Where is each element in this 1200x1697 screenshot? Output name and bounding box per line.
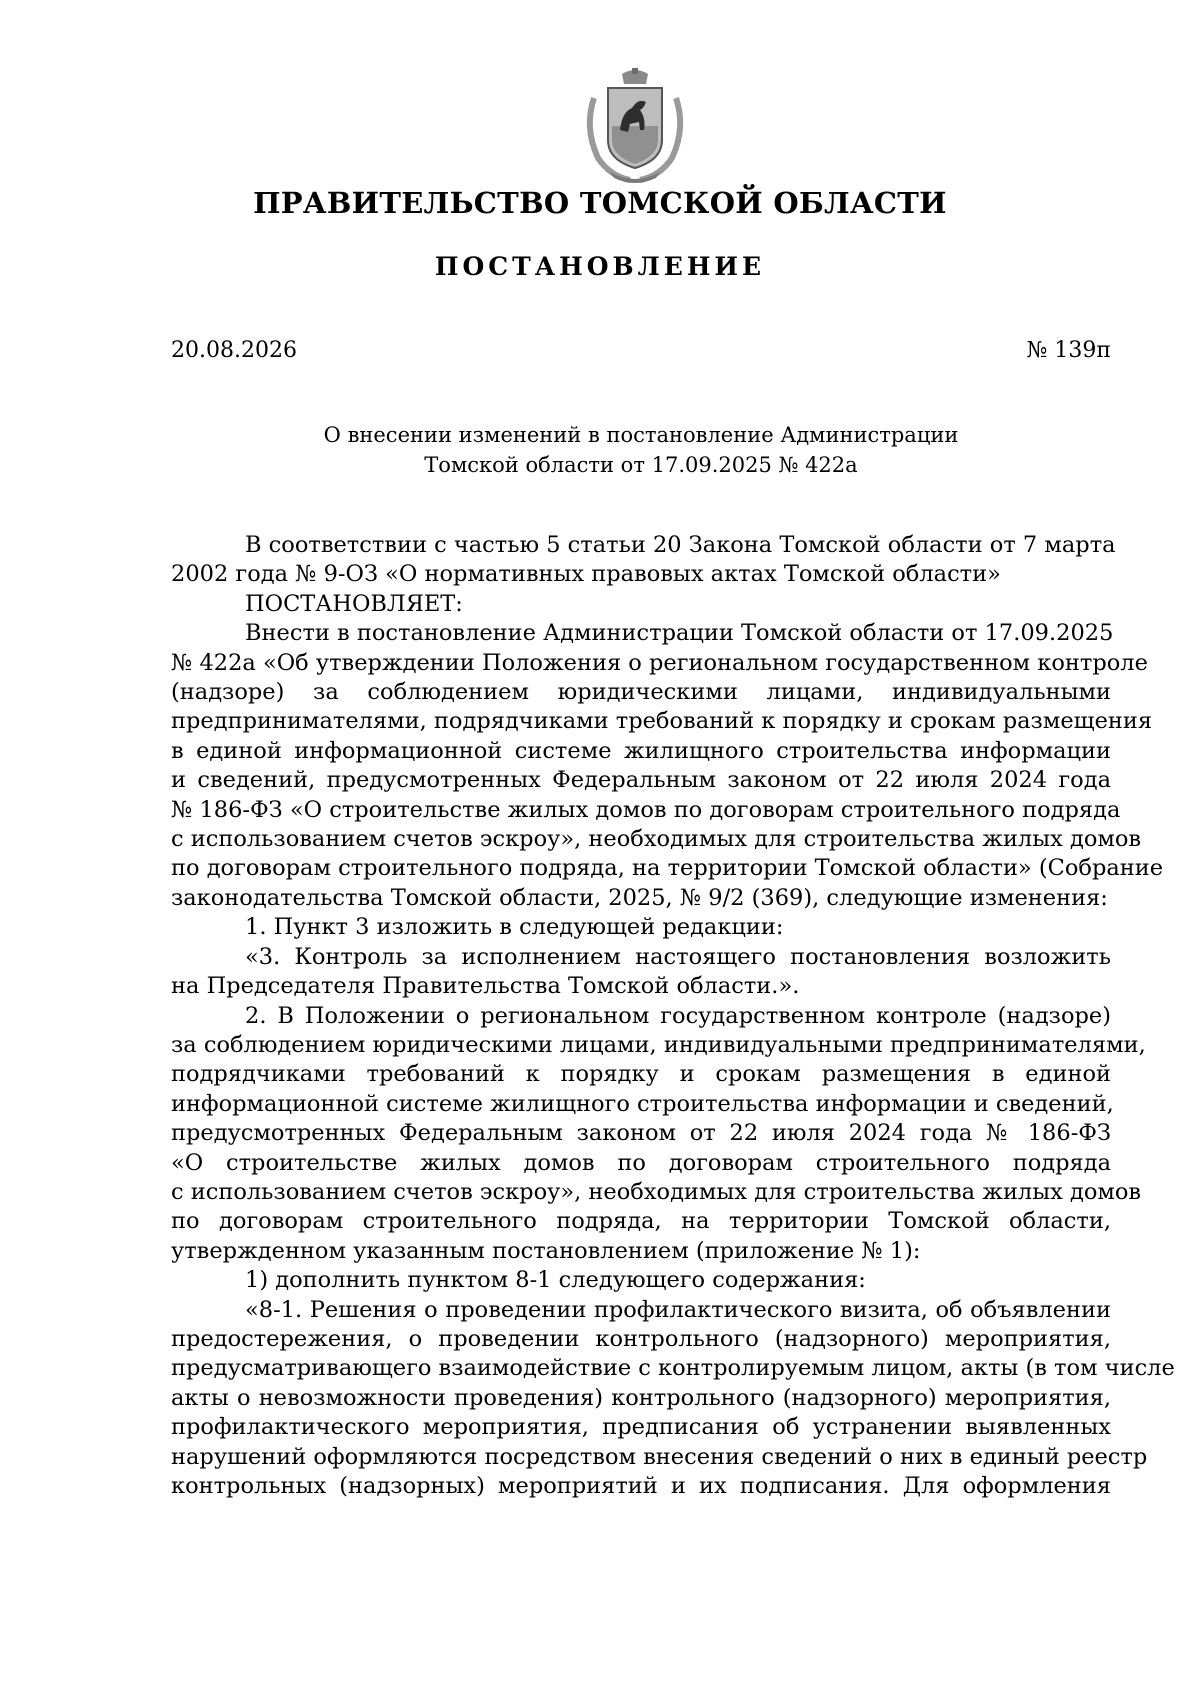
subject-line: О внесении изменений в постановление Администрации xyxy=(323,423,959,447)
body-line: нарушений оформляются посредством внесения сведений о них в единый реестр xyxy=(171,1443,1148,1470)
body-line: № 186-ФЗ «О строительстве жилых домов по договорам строительного подряда xyxy=(171,796,1121,823)
body-line: с использованием счетов эскроу», необходимых для строительства жилых домов xyxy=(171,1178,1142,1205)
body-line: ПОСТАНОВЛЯЕТ: xyxy=(245,590,463,617)
body-line: и сведений, предусмотренных Федеральным законом от 22 июля 2024 года xyxy=(171,767,1111,794)
body-line: В соответствии с частью 5 статьи 20 Закона Томской области от 7 марта xyxy=(245,532,1116,558)
body-line: предусматривающего взаимодействие с контролируемым лицом, акты (в том числе xyxy=(171,1355,1175,1382)
body-line: «3. Контроль за исполнением настоящего постановления возложить xyxy=(245,943,1111,970)
document-type-title: ПОСТАНОВЛЕНИЕ xyxy=(434,252,766,281)
body-line: в единой информационной системе жилищного строительства информации xyxy=(171,737,1111,764)
body-line: подрядчиками требований к порядку и срокам размещения в единой xyxy=(171,1061,1111,1088)
body-line: по договорам строительного подряда, на территории Томской области, xyxy=(171,1208,1111,1235)
body-line: утвержденном указанным постановлением (приложение № 1): xyxy=(171,1237,921,1264)
coat-of-arms-icon xyxy=(580,68,690,186)
document-number: № 139п xyxy=(1026,338,1111,363)
body-line: (надзоре) за соблюдением юридическими лицами, индивидуальными xyxy=(171,679,1111,706)
body-line: с использованием счетов эскроу», необходимых для строительства жилых домов xyxy=(171,826,1142,853)
body-line: «О строительстве жилых домов по договорам строительного подряда xyxy=(171,1149,1111,1176)
body-line: на Председателя Правительства Томской области.». xyxy=(171,973,800,1000)
body-line: 2. В Положении о региональном государственном контроле (надзоре) xyxy=(245,1002,1111,1029)
body-line: «8-1. Решения о проведении профилактического визита, об объявлении xyxy=(245,1296,1111,1323)
body-line: № 422а «Об утверждении Положения о региональном государственном контроле xyxy=(171,649,1148,676)
body-line: акты о невозможности проведения) контрольного (надзорного) мероприятия, xyxy=(171,1384,1111,1411)
body-line: 1) дополнить пунктом 8-1 следующего содержания: xyxy=(245,1267,866,1294)
body-line: предусмотренных Федеральным законом от 22 июля 2024 года № 186-ФЗ xyxy=(171,1120,1111,1147)
body-line: Внести в постановление Администрации Томской области от 17.09.2025 xyxy=(245,620,1114,647)
body-line: контрольных (надзорных) мероприятий и их подписания. Для оформления xyxy=(171,1473,1111,1499)
body-line: предостережения, о проведении контрольного (надзорного) мероприятия, xyxy=(171,1325,1111,1352)
body-line: законодательства Томской области, 2025, № 9/2 (369), следующие изменения: xyxy=(171,884,1108,911)
body-line: по договорам строительного подряда, на территории Томской области» (Собрание xyxy=(171,855,1164,882)
body-line: информационной системе жилищного строительства информации и сведений, xyxy=(171,1090,1114,1117)
document-subject xyxy=(171,420,1111,480)
subject-line: Томской области от 17.09.2025 № 422а xyxy=(424,453,858,477)
document-date: 20.08.2026 xyxy=(171,338,297,363)
body-line: 2002 года № 9-ОЗ «О нормативных правовых актах Томской области» xyxy=(171,561,1001,588)
body-line: 1. Пункт 3 изложить в следующей редакции: xyxy=(245,914,784,941)
body-line: профилактического мероприятия, предписания об устранении выявленных xyxy=(171,1414,1111,1441)
body-line: предпринимателями, подрядчиками требований к порядку и срокам размещения xyxy=(171,708,1153,735)
body-line: за соблюдением юридическими лицами, индивидуальными предпринимателями, xyxy=(171,1031,1146,1058)
document-body xyxy=(171,531,1175,1501)
organization-title: ПРАВИТЕЛЬСТВО ТОМСКОЙ ОБЛАСТИ xyxy=(253,186,947,220)
